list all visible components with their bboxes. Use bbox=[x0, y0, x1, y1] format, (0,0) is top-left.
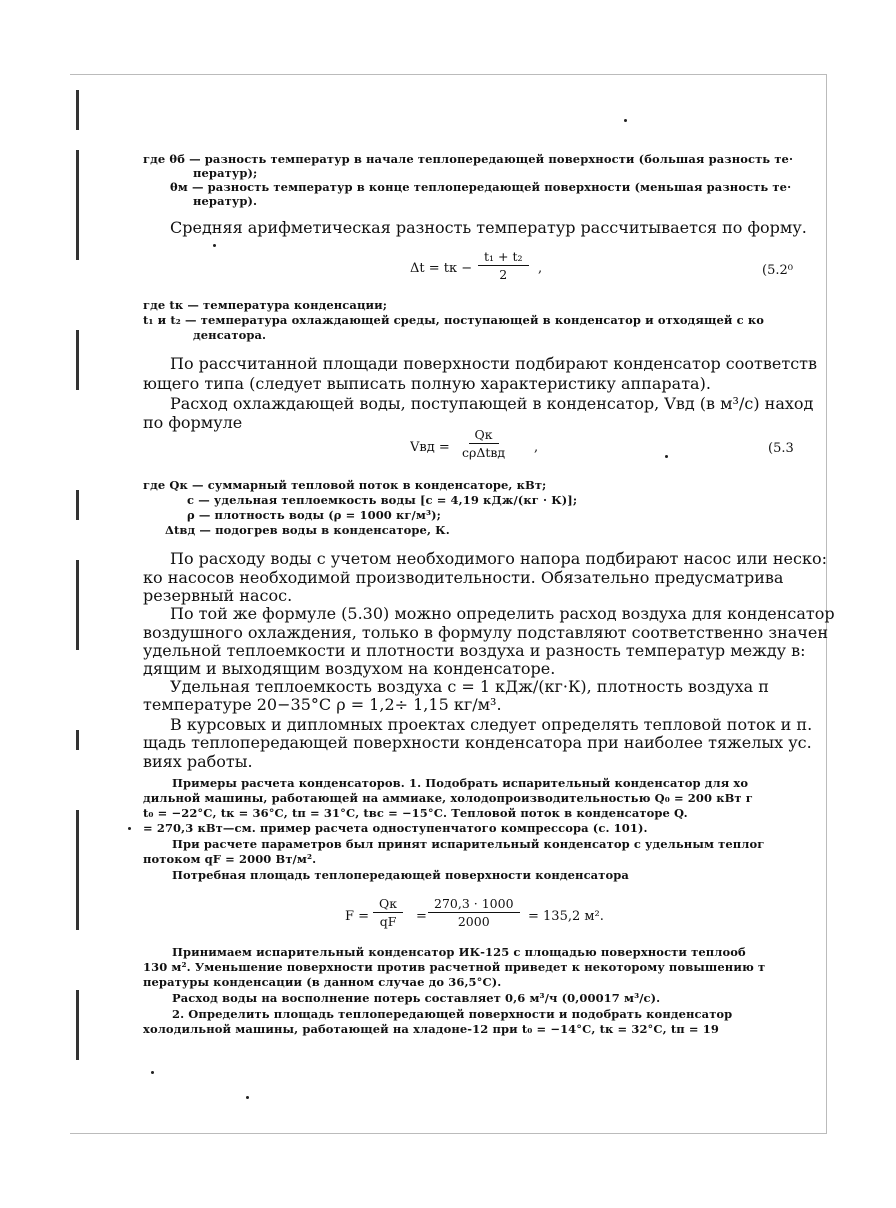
eq29-numerator: t₁ + t₂ bbox=[478, 249, 529, 266]
eq29-number: (5.2⁰ bbox=[762, 263, 793, 278]
paragraph5-line1: По той же формуле (5.30) можно определить расход воздуха для конденсатор bbox=[170, 604, 835, 623]
eqF-numerator2: 270,3 · 1000 bbox=[428, 896, 520, 913]
legend1-line2: ператур); bbox=[193, 166, 258, 180]
paragraph5-line4: дящим и выходящим воздухом на конденсаторе. bbox=[143, 659, 556, 678]
paragraph7-line3: виях работы. bbox=[143, 752, 253, 771]
tail-line4: Расход воды на восполнение потерь составляет 0,6 м³/ч (0,00017 м³/с). bbox=[172, 991, 661, 1005]
example-line5: При расчете параметров был принят испарительный конденсатор с удельным теплог bbox=[172, 837, 765, 851]
eq29-denominator: 2 bbox=[499, 267, 508, 282]
paragraph2-line2: ющего типа (следует выписать полную характеристику аппарата). bbox=[143, 374, 711, 393]
legend1-line4: нератур). bbox=[193, 194, 258, 208]
legend2-line2: t₁ и t₂ — температура охлаждающей среды, поступающей в конденсатор и отходящей с ко bbox=[143, 313, 765, 327]
paragraph6-line2: температуре 20−35°С ρ = 1,2÷ 1,15 кг/м³. bbox=[143, 695, 502, 714]
eq29-fraction bbox=[478, 249, 529, 282]
legend1-line3: θм — разность температур в конце теплопередающей поверхности (меньшая разность те· bbox=[170, 180, 792, 194]
legend3-line4: Δtвд — подогрев воды в конденсаторе, К. bbox=[165, 523, 450, 537]
eqF-result: = 135,2 м². bbox=[528, 909, 604, 924]
eqF-denominator1: qF bbox=[379, 914, 397, 929]
paragraph2-line1: По рассчитанной площади поверхности подбирают конденсатор соответств bbox=[170, 354, 818, 373]
paragraph5-line3: удельной теплоемкости и плотности воздуха и разность температур между в: bbox=[143, 641, 806, 660]
eqF-fraction2 bbox=[428, 896, 520, 929]
eq30-comma: , bbox=[534, 440, 539, 455]
legend3-line3: ρ — плотность воды (ρ = 1000 кг/м³); bbox=[187, 508, 441, 522]
example-line3: t₀ = −22°С, tк = 36°С, tп = 31°С, tвс = −15°С. Тепловой поток в конденсаторе Q. bbox=[143, 806, 688, 820]
paragraph4-line2: ко насосов необходимой производительности. Обязательно предусматрива bbox=[143, 568, 784, 587]
scan-speck bbox=[246, 1096, 249, 1099]
eq30-denominator: cρΔtвд bbox=[462, 445, 506, 460]
eqF-fraction1 bbox=[373, 896, 403, 929]
legend2-line1: где tк — температура конденсации; bbox=[143, 298, 388, 312]
paragraph-mean-difference: Средняя арифметическая разность температур рассчитывается по форму. bbox=[170, 218, 807, 237]
tail-line5: 2. Определить площадь теплопередающей поверхности и подобрать конденсатор bbox=[172, 1007, 733, 1021]
tail-line1: Принимаем испарительный конденсатор ИК-125 с площадью поверхности теплооб bbox=[172, 945, 746, 959]
paragraph4-line1: По расходу воды с учетом необходимого напора подбирают насос или неско: bbox=[170, 549, 828, 568]
paragraph5-line2: воздушного охлаждения, только в формулу подставляют соответственно значен bbox=[143, 623, 829, 642]
paragraph4-line3: резервный насос. bbox=[143, 586, 293, 605]
scan-speck bbox=[213, 244, 216, 247]
example-line2: дильной машины, работающей на аммиаке, холодопроизводительностью Q₀ = 200 кВт г bbox=[143, 791, 753, 805]
example-line4: = 270,3 кВт—см. пример расчета одноступенчатого компрессора (с. 101). bbox=[143, 821, 648, 835]
legend2-line3: денсатора. bbox=[193, 328, 267, 342]
eqF-lhs: F = bbox=[345, 909, 370, 924]
eqF-denominator2: 2000 bbox=[457, 914, 490, 929]
eq30-lhs: Vвд = bbox=[410, 440, 450, 455]
eq30-fraction bbox=[462, 427, 505, 460]
paragraph3-line2: по формуле bbox=[143, 413, 243, 432]
example-line1: Примеры расчета конденсаторов. 1. Подобрать испарительный конденсатор для хо bbox=[172, 776, 749, 790]
paragraph7-line2: щадь теплопередающей поверхности конденсатора при наиболее тяжелых ус. bbox=[143, 733, 812, 752]
eq29-comma: , bbox=[538, 261, 543, 276]
example-line6: потоком qF = 2000 Вт/м². bbox=[143, 852, 317, 866]
scan-speck bbox=[665, 455, 668, 458]
paragraph3-line1: Расход охлаждающей воды, поступающей в конденсатор, Vвд (в м³/с) наход bbox=[170, 394, 814, 413]
paragraph7-line1: В курсовых и дипломных проектах следует определять тепловой поток и п. bbox=[170, 715, 813, 734]
scan-speck bbox=[128, 827, 131, 830]
tail-line6: холодильной машины, работающей на хладоне-12 при t₀ = −14°С, tк = 32°С, tп = 19 bbox=[143, 1022, 719, 1036]
eq30-numerator: Qк bbox=[469, 427, 499, 444]
eq29-lhs: Δt = tк − bbox=[410, 261, 473, 276]
tail-line3: пературы конденсации (в данном случае до 36,5°С). bbox=[143, 975, 502, 989]
eqF-equals: = bbox=[416, 909, 427, 924]
example-line7: Потребная площадь теплопередающей поверхности конденсатора bbox=[172, 868, 629, 882]
legend1-line1: где θб — разность температур в начале теплопередающей поверхности (большая разность те· bbox=[143, 152, 794, 166]
legend3-line1: где Qк — суммарный тепловой поток в конденсаторе, кВт; bbox=[143, 478, 547, 492]
legend3-line2: c — удельная теплоемкость воды [c = 4,19 кДж/(кг · К)]; bbox=[187, 493, 578, 507]
eqF-numerator1: Qк bbox=[373, 896, 403, 913]
tail-line2: 130 м². Уменьшение поверхности против расчетной приведет к некоторому повышению т bbox=[143, 960, 766, 974]
paragraph6-line1: Удельная теплоемкость воздуха c = 1 кДж/(кг·К), плотность воздуха п bbox=[170, 677, 769, 696]
scan-speck bbox=[151, 1071, 154, 1074]
scan-speck bbox=[624, 119, 627, 122]
eq30-number: (5.3 bbox=[768, 441, 794, 456]
binding-edge-marks bbox=[76, 90, 82, 1060]
